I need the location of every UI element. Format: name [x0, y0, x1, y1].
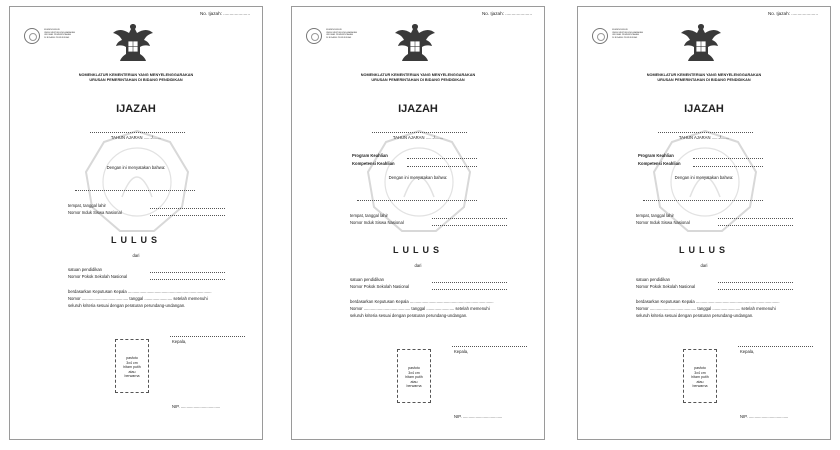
fill-in-line [150, 215, 225, 216]
ministry-seal-icon [592, 28, 608, 44]
place-date-line [738, 346, 813, 347]
photo-caption-line: hitam putih [691, 375, 709, 379]
dari-label: dari [132, 253, 140, 258]
npsn-label: Nomor Pokok Sekolah Nasional [350, 284, 410, 289]
nomenclature-line: NOMENKLATUR KEMENTERIAN YANG MENYELENGGARAKAN [360, 73, 476, 77]
kompetensi-keahlian-label: Kompetensi Keahlian [352, 161, 395, 166]
program-keahlian-label: Program Keahlian [638, 153, 674, 158]
tahun-ajaran: TAHUN AJARAN ......./....... [110, 135, 162, 140]
dari-label: dari [414, 263, 422, 268]
seal-line: URUSAN PEMERINTAHAN [612, 34, 640, 37]
seal-caption [44, 29, 75, 39]
npsn-label: Nomor Pokok Sekolah Nasional [636, 284, 696, 289]
fill-in-line [718, 225, 793, 226]
nomenclature [292, 73, 544, 83]
principal-label: Kepala, [454, 349, 469, 354]
fill-in-line [150, 279, 225, 280]
tahun-ajaran: TAHUN AJARAN ......./....... [678, 135, 730, 140]
seal-line: KEMENDIKBUD [326, 29, 343, 31]
satuan-pendidikan-label: satuan pendidikan [68, 267, 102, 272]
nisn-label: Nomor Induk Siswa Nasional [350, 220, 404, 225]
photo-caption-line: pasfoto [408, 366, 420, 370]
tahun-ajaran: TAHUN AJARAN ......./....... [392, 135, 444, 140]
seal-caption [612, 29, 643, 39]
photo-caption-line: berwarna [406, 384, 422, 388]
nisn-label: Nomor Induk Siswa Nasional [636, 220, 690, 225]
nomenclature-line: NOMENKLATUR KEMENTERIAN YANG MENYELENGGARAKAN [646, 73, 762, 77]
seal-line: YANG MENYELENGGARAKAN [44, 31, 76, 34]
seal-line: YANG MENYELENGGARAKAN [612, 31, 644, 34]
principal-nip: NIP. .................................. [454, 414, 503, 419]
tut-wuri-handayani-watermark-icon [82, 127, 192, 237]
certificate-page-2 [291, 6, 545, 440]
decree-number-line: Nomor ........................................ tanggal ........................ setelah memenuhi [350, 306, 490, 311]
satuan-pendidikan-label: satuan pendidikan [636, 277, 670, 282]
name-line [372, 132, 467, 133]
nomenclature-line: NOMENKLATUR KEMENTERIAN YANG MENYELENGGARAKAN [78, 73, 194, 77]
kompetensi-keahlian-label: Kompetensi Keahlian [638, 161, 681, 166]
fill-in-line [718, 282, 793, 283]
fill-in-line [718, 289, 793, 290]
birth-place-date-label: tempat, tanggal lahir [350, 213, 388, 218]
photo-caption-line: 3x4 cm [126, 360, 138, 365]
photo-placeholder [397, 349, 431, 403]
place-date-line [452, 346, 527, 347]
decree-line: berdasarkan Keputusan Kepala ........................................................................ [68, 289, 212, 294]
fill-in-line [693, 158, 763, 159]
name-line [90, 132, 185, 133]
seal-line: KEMENDIKBUD [612, 29, 629, 31]
npsn-label: Nomor Pokok Sekolah Nasional [68, 274, 128, 279]
photo-caption-line: atau [128, 369, 136, 374]
photo-caption-line: atau [696, 379, 704, 384]
seal-caption [326, 29, 357, 39]
birth-place-date-label: tempat, tanggal lahir [636, 213, 674, 218]
program-keahlian-label: Program Keahlian [352, 153, 388, 158]
seal-line: DI BIDANG PENDIDIKAN [612, 36, 638, 39]
seal-line: URUSAN PEMERINTAHAN [326, 34, 354, 37]
garuda-emblem-icon [111, 21, 155, 63]
nomenclature [578, 73, 830, 83]
fill-in-line [432, 289, 507, 290]
fill-in-line [432, 282, 507, 283]
fill-in-line [407, 158, 477, 159]
photo-caption-line: berwarna [692, 384, 708, 388]
declaration-text: Dengan ini menyatakan bahwa: [674, 175, 734, 180]
criteria-line: seluruh kriteria sesuai dengan peraturan perundang-undangan. [350, 313, 468, 318]
criteria-line: seluruh kriteria sesuai dengan peraturan perundang-undangan. [636, 313, 754, 318]
name-line [658, 132, 753, 133]
lulus-status: LULUS [111, 235, 161, 245]
photo-caption-line: 3x4 cm [694, 370, 706, 375]
photo-placeholder [683, 349, 717, 403]
fill-in-line [407, 166, 477, 167]
seal-line: DI BIDANG PENDIDIKAN [326, 36, 352, 39]
principal-label: Kepala, [172, 339, 187, 344]
satuan-pendidikan-label: satuan pendidikan [350, 277, 384, 282]
photo-caption-line: hitam putih [405, 375, 423, 379]
seal-line: KEMENDIKBUD [44, 29, 61, 31]
decree-line: berdasarkan Keputusan Kepala ........................................................................ [350, 299, 494, 304]
decree-number-line: Nomor ........................................ tanggal ........................ setelah memenuhi [68, 296, 208, 301]
certificate-title: IJAZAH [398, 103, 438, 115]
photo-caption-line: atau [410, 379, 418, 384]
photo-caption-line: pasfoto [126, 356, 138, 360]
student-name-line [643, 200, 763, 201]
certificate-title: IJAZAH [116, 103, 156, 115]
ijazah-number: No. Ijazah: ..................... [199, 11, 250, 16]
principal-label: Kepala, [740, 349, 755, 354]
ministry-seal-icon [306, 28, 322, 44]
nomenclature [10, 73, 262, 83]
photo-caption-line: pasfoto [694, 366, 706, 370]
photo-caption-line: berwarna [124, 374, 140, 378]
nomenclature-line: URUSAN PEMERINTAHAN DI BIDANG PENDIDIKAN [89, 78, 183, 82]
place-date-line [170, 336, 245, 337]
dari-label: dari [700, 263, 708, 268]
decree-number-line: Nomor ........................................ tanggal ........................ setelah memenuhi [636, 306, 776, 311]
seal-line: DI BIDANG PENDIDIKAN [44, 36, 70, 39]
birth-place-date-label: tempat, tanggal lahir [68, 203, 106, 208]
declaration-text: Dengan ini menyatakan bahwa: [106, 165, 166, 170]
nomenclature-line: URUSAN PEMERINTAHAN DI BIDANG PENDIDIKAN [371, 78, 465, 82]
principal-nip: NIP. .................................. [740, 414, 789, 419]
ijazah-number: No. Ijazah: ..................... [767, 11, 818, 16]
student-name-line [75, 190, 195, 191]
fill-in-line [718, 218, 793, 219]
fill-in-line [150, 208, 225, 209]
ijazah-number: No. Ijazah: ..................... [481, 11, 532, 16]
fill-in-line [150, 272, 225, 273]
student-name-line [357, 200, 477, 201]
declaration-text: Dengan ini menyatakan bahwa: [388, 175, 448, 180]
certificate-page-3 [577, 6, 831, 440]
garuda-emblem-icon [393, 21, 437, 63]
decree-line: berdasarkan Keputusan Kepala ........................................................................ [636, 299, 780, 304]
fill-in-line [432, 218, 507, 219]
seal-line: URUSAN PEMERINTAHAN [44, 34, 72, 37]
lulus-status: LULUS [679, 245, 729, 255]
certificate-page-1 [9, 6, 263, 440]
photo-caption-line: 3x4 cm [408, 370, 420, 375]
nomenclature-line: URUSAN PEMERINTAHAN DI BIDANG PENDIDIKAN [657, 78, 751, 82]
photo-placeholder [115, 339, 149, 393]
garuda-emblem-icon [679, 21, 723, 63]
photo-caption-line: hitam putih [123, 365, 141, 369]
fill-in-line [693, 166, 763, 167]
principal-nip: NIP. .................................. [172, 404, 221, 409]
fill-in-line [432, 225, 507, 226]
certificate-title: IJAZAH [684, 103, 724, 115]
nisn-label: Nomor Induk Siswa Nasional [68, 210, 122, 215]
ministry-seal-icon [24, 28, 40, 44]
seal-line: YANG MENYELENGGARAKAN [326, 31, 358, 34]
lulus-status: LULUS [393, 245, 443, 255]
criteria-line: seluruh kriteria sesuai dengan peraturan perundang-undangan. [68, 303, 186, 308]
